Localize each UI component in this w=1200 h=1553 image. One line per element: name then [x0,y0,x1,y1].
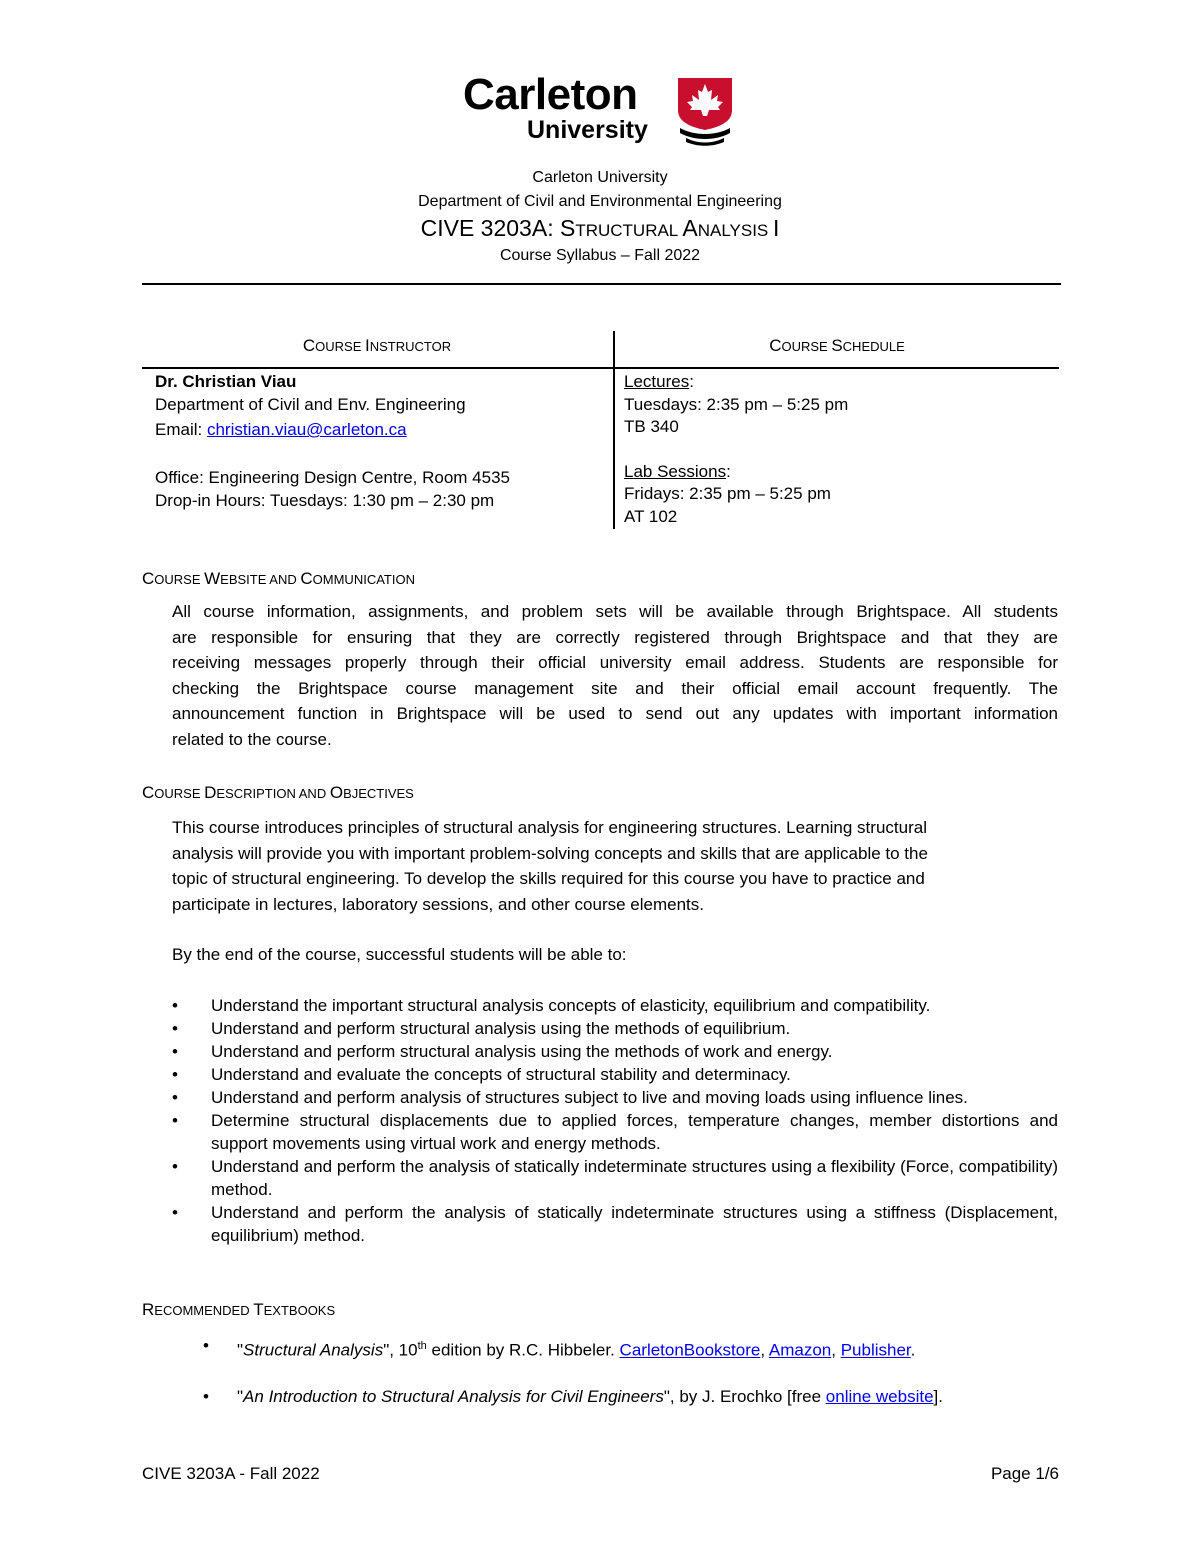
list-item: • Understand and perform structural analysis using the methods of equilibrium. [172,1019,791,1038]
table-header-rule [142,367,1059,369]
list-item: • Determine structural displacements due to applied forces, temperature changes, member distortions and support movements using virtual work and energy methods. [172,1111,1058,1153]
instructor-name: Dr. Christian Viau [155,372,297,391]
course-title: CIVE 3203A: STRUCTURAL ANALYSIS I [420,215,780,241]
instructor-email: Email: christian.viau@carleton.ca [155,420,407,439]
list-item: • Understand and perform analysis of structures subject to live and moving loads using influence lines. [172,1088,968,1107]
amazon-link[interactable]: Amazon [768,1340,832,1360]
labs-time: Fridays: 2:35 pm – 5:25 pm [624,484,831,503]
textbooks-heading: RECOMMENDED TEXTBOOKS [142,1300,336,1319]
list-item: • Understand and evaluate the concepts of structural stability and determinacy. [172,1065,791,1084]
description-heading: COURSE DESCRIPTION AND OBJECTIVES [142,783,414,802]
labs-label: Lab Sessions: [624,462,731,481]
lectures-label: Lectures: [624,372,694,391]
website-paragraph: All course information, assignments, and problem sets will be available through Brightspace. All students are responsible for ensuring that they are correctly registered through Brightspace and that they are receiving messages properly through their official university email address. Students are responsible for checking the Brightspace course management site and their official email account frequently. The announcement function in Brightspace will be used to send out any updates with important information related to the course. [172,602,1058,749]
table-column-divider [613,331,615,529]
schedule-heading: COURSE SCHEDULE [769,336,905,355]
lectures-room: TB 340 [624,417,679,436]
online-website-link[interactable]: online website [825,1387,934,1406]
course-code: CIVE 3203A: [420,215,560,241]
logo-wordmark-carleton: Carleton [463,70,638,119]
logo-wordmark-university: University [527,116,648,144]
objectives-intro: By the end of the course, successful students will be able to: [172,945,627,964]
objectives-list [172,994,1058,1247]
footer-page-number: Page 1/6 [990,1464,1059,1483]
maple-leaf-shield-icon [676,76,734,146]
publisher-link[interactable]: Publisher [840,1340,911,1360]
textbook-title: An Introduction to Structural Analysis for Civil Engineers [243,1387,664,1406]
description-paragraph: This course introduces principles of structural analysis for engineering structures. Learning structural analysis will provide you with important problem-solving concepts and skills that are applicable to the topic of structural engineering. To develop the skills required for this course you have to practice and participate in lectures, laboratory sessions, and other course elements. [172,818,928,914]
carleton-bookstore-link[interactable]: CarletonBookstore [619,1340,761,1360]
website-heading: COURSE WEBSITE AND COMMUNICATION [142,569,415,588]
instructor-department: Department of Civil and Env. Engineering [155,395,466,414]
course-subtitle: Course Syllabus – Fall 2022 [499,247,701,264]
list-item: • Understand and perform the analysis of statically indeterminate structures using a flexibility (Force, compatibility) method. [172,1157,1058,1199]
list-item: • Understand and perform structural analysis using the methods of work and energy. [172,1042,833,1061]
list-item: • Understand the important structural analysis concepts of elasticity, equilibrium and compatibility. [172,996,931,1015]
institution-name: Carleton University [532,169,668,186]
footer-course: CIVE 3203A - Fall 2022 [142,1464,320,1483]
instructor-office: Office: Engineering Design Centre, Room 4535 [155,468,510,487]
instructor-drop-in-hours: Drop-in Hours: Tuesdays: 1:30 pm – 2:30 pm [155,491,495,510]
labs-room: AT 102 [624,507,678,526]
lectures-time: Tuesdays: 2:35 pm – 5:25 pm [624,395,849,414]
carleton-logo [463,70,738,145]
header-divider [142,283,1061,285]
instructor-email-link[interactable]: christian.viau@carleton.ca [206,420,407,439]
list-item: • Understand and perform the analysis of statically indeterminate structures using a stiffness (Displacement, equilibrium) method. [172,1203,1058,1245]
department-name: Department of Civil and Environmental Engineering [418,193,782,210]
textbook-title: Structural Analysis [243,1340,384,1360]
instructor-heading: COURSE INSTRUCTOR [302,336,452,355]
